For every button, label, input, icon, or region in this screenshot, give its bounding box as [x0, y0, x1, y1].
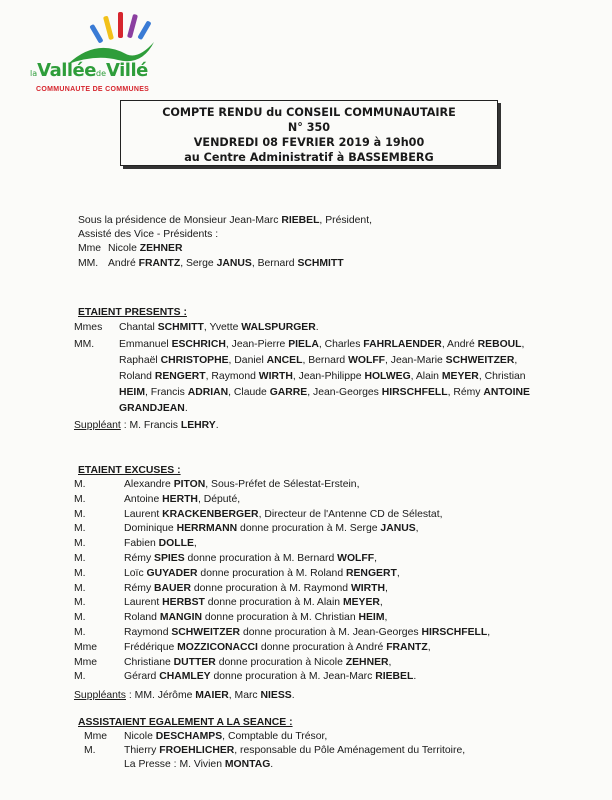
text: Rémy: [124, 582, 155, 594]
civility: Mmes: [74, 322, 103, 333]
civility: M.: [74, 553, 86, 564]
text: Nicole: [124, 731, 156, 742]
name: MEYER: [441, 371, 479, 382]
civility: M.: [74, 523, 86, 535]
text: ,: [384, 612, 388, 624]
text: , Directeur de l'Antenne CD de Sélestat,: [258, 508, 443, 520]
text: , Claude: [228, 387, 270, 398]
text: .: [413, 671, 417, 683]
text: .: [184, 403, 188, 414]
name: CHRISTOPHE: [160, 355, 229, 366]
text: donne procuration à André: [257, 641, 387, 653]
name: DESCHAMPS: [155, 731, 223, 742]
text: donne procuration à M. Serge: [237, 523, 381, 535]
presidency-line: [78, 214, 372, 227]
text: , Alain: [410, 371, 442, 382]
name: ANCEL: [266, 355, 303, 366]
vice-presidents-label: Assisté des Vice - Présidents :: [78, 229, 219, 240]
text: .: [215, 420, 219, 431]
text: Roland: [124, 612, 160, 624]
name: REBOUL: [477, 339, 522, 350]
name: MEYER: [342, 597, 380, 609]
text: ,: [521, 339, 525, 350]
name: KRACKENBERGER: [162, 508, 259, 520]
text: , Président,: [319, 215, 372, 226]
name: PIELA: [288, 339, 319, 350]
name: ESCHRICH: [171, 339, 226, 350]
name: DOLLE: [158, 538, 194, 550]
text: ,: [487, 627, 491, 638]
text: donne procuration à M. Jean-Marc: [210, 671, 376, 683]
logo-brand-small-1: la: [30, 69, 38, 78]
name: RIEBEL: [281, 215, 320, 226]
text: donne procuration à M. Alain: [204, 597, 343, 609]
name: NIESS: [260, 690, 292, 701]
name: HERRMANN: [176, 523, 238, 535]
name: WIRTH: [350, 582, 386, 594]
excuse-row: [74, 508, 442, 521]
civility: M.: [74, 582, 86, 594]
civility: M.: [74, 612, 86, 624]
name: CHAMLEY: [159, 671, 211, 683]
civility: M.: [74, 567, 86, 579]
text: donne procuration à Nicole: [215, 656, 346, 668]
name: MOZZICONACCI: [177, 641, 258, 653]
civility: M.: [74, 508, 86, 520]
title-line-2: N° 350: [287, 121, 331, 134]
text: Antoine: [124, 493, 163, 505]
excuse-row: [74, 582, 388, 595]
text: ,: [388, 656, 392, 668]
text: ,: [427, 641, 431, 653]
text: , Rémy: [447, 387, 484, 398]
text: , Comptable du Trésor,: [222, 731, 328, 742]
assistant-row: [84, 730, 327, 743]
civility: M.: [84, 745, 96, 756]
assistant-row: [84, 744, 465, 757]
vice-president-row: [78, 242, 183, 255]
presents-mm-civility: MM.: [74, 339, 95, 350]
name: RENGERT: [346, 567, 397, 579]
text: , Jean-Pierre: [225, 339, 289, 350]
suppleants-label: Suppléants: [74, 690, 126, 701]
text: Laurent: [124, 508, 163, 520]
title-line-4: au Centre Administratif à BASSEMBERG: [184, 151, 434, 164]
excuses-heading: ETAIENT EXCUSES :: [78, 465, 181, 476]
name: MAIER: [195, 690, 229, 701]
name: HIRSCHFELL: [421, 627, 488, 638]
name: DUTTER: [173, 656, 216, 668]
name: SCHWEITZER: [445, 355, 515, 366]
text: Dominique: [124, 523, 177, 535]
logo-subtitle: COMMUNAUTE DE COMMUNES: [36, 86, 150, 93]
name: WOLFF: [337, 553, 375, 564]
name: GUYADER: [146, 567, 198, 579]
name: FRANTZ: [138, 258, 181, 269]
name: PITON: [173, 479, 206, 490]
logo-brand: [30, 60, 148, 81]
presents-mm-line: [119, 370, 526, 383]
name: FRANTZ: [386, 641, 428, 653]
text: Gérard: [124, 671, 160, 683]
civility: M.: [74, 597, 86, 609]
name: JANUS: [216, 258, 252, 269]
text: .: [315, 322, 319, 333]
text: Christiane: [124, 656, 174, 668]
presents-mm-line: [119, 402, 188, 415]
suppleant-label: Suppléant: [74, 420, 121, 431]
text: , Jean-Marie: [385, 355, 446, 366]
text: : MM. Jérôme: [126, 690, 196, 701]
civility: Mme: [78, 243, 102, 254]
text: ,: [379, 597, 383, 609]
excuse-row: [74, 626, 490, 639]
presents-mm-line: [119, 386, 530, 399]
text: , Bernard: [302, 355, 349, 366]
excuse-row: [74, 611, 387, 624]
name: MONTAG: [224, 759, 271, 770]
civility: MM.: [78, 258, 99, 269]
civility: Mme: [74, 656, 98, 668]
excuse-row: [74, 522, 419, 535]
text: Emmanuel: [119, 339, 172, 350]
excuse-row: [74, 478, 359, 491]
name: HEIM: [119, 387, 145, 398]
presents-suppleant: [74, 419, 219, 432]
title-box: [120, 100, 498, 166]
text: donne procuration à M. Raymond: [190, 582, 351, 594]
name: ADRIAN: [187, 387, 229, 398]
text: , Yvette: [203, 322, 242, 333]
presents-mm-line: [119, 338, 524, 351]
text: , responsable du Pôle Aménagement du Territoire,: [234, 745, 466, 756]
logo: [28, 8, 178, 98]
name: HOLWEG: [364, 371, 411, 382]
text: La Presse : M. Vivien: [124, 759, 225, 770]
text: Laurent: [124, 597, 163, 609]
name: WALSPURGER: [241, 322, 316, 333]
name: SCHMITT: [297, 258, 344, 269]
name: JANUS: [380, 523, 416, 535]
name: SCHWEITZER: [171, 627, 241, 638]
civility: M.: [74, 479, 86, 490]
text: , Bernard: [251, 258, 298, 269]
text: .: [291, 690, 295, 701]
text: Loïc: [124, 567, 147, 579]
presents-heading: ETAIENT PRESENTS :: [78, 307, 187, 318]
name: FROEHLICHER: [159, 745, 235, 756]
name: LEHRY: [180, 420, 216, 431]
text: , Christian: [478, 371, 526, 382]
text: ,: [193, 538, 197, 550]
name: HERTH: [162, 493, 198, 505]
civility: M.: [74, 671, 86, 683]
text: , Sous-Préfet de Sélestat-Erstein,: [205, 479, 360, 490]
text: Sous la présidence de Monsieur Jean-Marc: [78, 215, 282, 226]
text: ,: [415, 523, 419, 535]
excuse-row: [74, 552, 377, 565]
text: Alexandre: [124, 479, 174, 490]
logo-brand-small-2: de: [95, 69, 106, 78]
text: Raymond: [124, 627, 172, 638]
name: WOLFF: [348, 355, 386, 366]
text: , Serge: [180, 258, 217, 269]
excuse-row: [74, 641, 431, 654]
name: MANGIN: [159, 612, 202, 624]
text: .: [270, 759, 274, 770]
text: : M. Francis: [120, 420, 181, 431]
name: GRANDJEAN: [119, 403, 185, 414]
name: SPIES: [154, 553, 185, 564]
vice-president-row: [78, 257, 344, 270]
name: ZEHNER: [345, 656, 389, 668]
text: Thierry: [124, 745, 160, 756]
text: , Jean-Georges: [307, 387, 382, 398]
civility: Mme: [74, 641, 98, 653]
text: ,: [396, 567, 400, 579]
presents-mm-line: [119, 354, 517, 367]
text: André: [108, 258, 139, 269]
title-line-1: COMPTE RENDU du CONSEIL COMMUNAUTAIRE: [162, 106, 456, 119]
text: , Député,: [197, 493, 241, 505]
name: HIRSCHFELL: [381, 387, 448, 398]
name: ZEHNER: [139, 243, 183, 254]
text: , Marc: [228, 690, 261, 701]
civility: M.: [74, 627, 86, 638]
excuses-suppleants: [74, 689, 295, 702]
assistant-row: [124, 758, 273, 771]
name: ANTOINE: [483, 387, 530, 398]
text: , Francis: [144, 387, 188, 398]
assistant-heading: ASSISTAIENT EGALEMENT A LA SEANCE :: [78, 717, 293, 728]
text: ,: [374, 553, 377, 564]
name: SCHMITT: [157, 322, 204, 333]
text: , Jean-Philippe: [292, 371, 365, 382]
name: HEIM: [358, 612, 385, 624]
civility: M.: [74, 493, 86, 505]
excuse-row: [74, 493, 240, 506]
logo-brand-big-2: Villé: [105, 60, 148, 81]
name: RIEBEL: [375, 671, 414, 683]
civility: M.: [74, 538, 86, 550]
excuse-row: [74, 567, 400, 580]
excuse-row: [74, 656, 391, 669]
excuse-row: [74, 670, 416, 683]
excuse-row: [74, 596, 383, 609]
text: ,: [385, 582, 388, 594]
text: , André: [441, 339, 478, 350]
text: donne procuration à M. Roland: [197, 567, 346, 579]
text: Raphaël: [119, 355, 161, 366]
text: Frédérique: [124, 641, 178, 653]
text: Rémy: [124, 553, 155, 564]
name: BAUER: [154, 582, 191, 594]
logo-brand-big-1: Vallée: [37, 60, 96, 81]
text: donne procuration à M. Bernard: [184, 553, 338, 564]
name: HERBST: [162, 597, 205, 609]
text: donne procuration à M. Christian: [201, 612, 359, 624]
name: RENGERT: [154, 371, 206, 382]
name: FAHRLAENDER: [363, 339, 442, 350]
presents-mmes-row: [74, 321, 319, 334]
text: , Daniel: [228, 355, 267, 366]
text: ,: [514, 355, 518, 366]
text: , Raymond: [205, 371, 259, 382]
text: Fabien: [124, 538, 159, 550]
title-line-3: VENDREDI 08 FEVRIER 2019 à 19h00: [193, 136, 425, 149]
name: WIRTH: [258, 371, 293, 382]
name: GARRE: [269, 387, 308, 398]
text: , Charles: [318, 339, 364, 350]
excuse-row: [74, 537, 197, 550]
text: donne procuration à M. Jean-Georges: [240, 627, 422, 638]
text: Chantal: [119, 322, 158, 333]
text: Roland: [119, 371, 155, 382]
text: Nicole: [108, 243, 140, 254]
civility: Mme: [84, 731, 108, 742]
